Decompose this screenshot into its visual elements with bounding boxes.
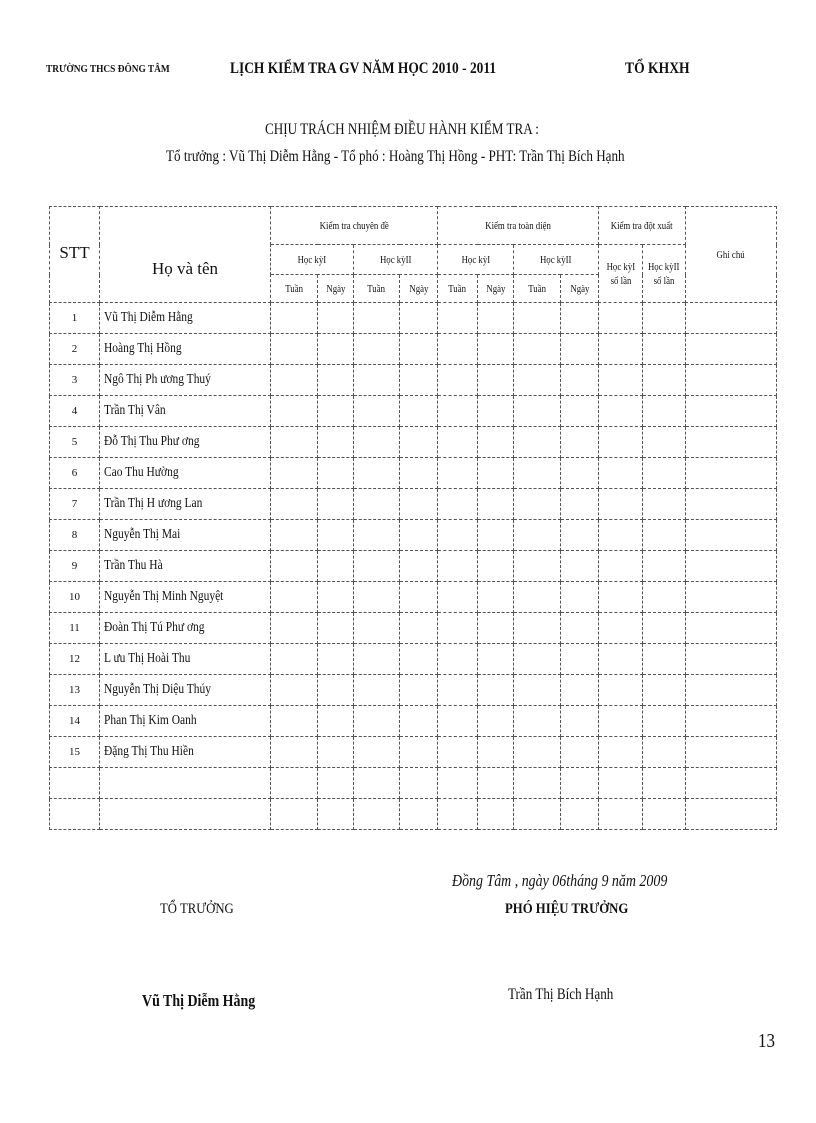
schedule-cell [438, 396, 478, 427]
teacher-name [100, 458, 271, 489]
schedule-cell [318, 613, 354, 644]
schedule-cell [271, 427, 318, 458]
schedule-cell [271, 520, 318, 551]
row-number: 15 [50, 737, 100, 768]
schedule-cell [478, 334, 514, 365]
table-row [50, 613, 777, 644]
schedule-cell [354, 489, 400, 520]
schedule-cell [599, 489, 643, 520]
teacher-name-text: Nguyễn Thị Minh Nguyệt [104, 589, 224, 604]
schedule-cell [438, 427, 478, 458]
schedule-cell [271, 489, 318, 520]
table-row [50, 427, 777, 458]
schedule-cell [686, 582, 777, 613]
schedule-cell [599, 644, 643, 675]
schedule-cell [561, 613, 599, 644]
schedule-cell [354, 799, 400, 830]
schedule-cell [514, 520, 561, 551]
row-number: 9 [50, 551, 100, 582]
schedule-cell [643, 706, 686, 737]
teacher-name [100, 706, 271, 737]
schedule-cell [354, 520, 400, 551]
group-thematic-header: Kiểm tra chuyên đề [271, 207, 438, 245]
schedule-cell [514, 706, 561, 737]
week-header: Tuần [514, 275, 561, 303]
stt-header: STT [50, 207, 100, 303]
schedule-cell [400, 551, 438, 582]
teacher-name [100, 737, 271, 768]
schedule-cell [478, 427, 514, 458]
schedule-cell [514, 551, 561, 582]
schedule-cell [438, 582, 478, 613]
comprehensive-hk2-header: Học kỳII [514, 245, 599, 275]
schedule-cell [400, 613, 438, 644]
thematic-hk2-header: Học kỳII [354, 245, 438, 275]
schedule-cell [643, 582, 686, 613]
schedule-cell [599, 365, 643, 396]
teacher-name-text: Vũ Thị Diễm Hằng [104, 310, 193, 325]
teacher-name-text: Nguyễn Thị Mai [104, 527, 181, 542]
teacher-name [100, 489, 271, 520]
table-row [50, 365, 777, 396]
row-number: 8 [50, 520, 100, 551]
teacher-name [100, 427, 271, 458]
group-comprehensive-header: Kiểm tra toàn diện [438, 207, 599, 245]
day-header: Ngày [561, 275, 599, 303]
vice-principal-name: Trần Thị Bích Hạnh [508, 986, 614, 1003]
schedule-cell [561, 396, 599, 427]
row-number: 14 [50, 706, 100, 737]
schedule-cell [686, 520, 777, 551]
table-row [50, 520, 777, 551]
schedule-cell [438, 489, 478, 520]
schedule-cell [686, 365, 777, 396]
schedule-cell [271, 706, 318, 737]
schedule-cell [514, 737, 561, 768]
schedule-cell [686, 613, 777, 644]
schedule-cell [271, 768, 318, 799]
schedule-cell [438, 613, 478, 644]
schedule-cell [478, 799, 514, 830]
schedule-cell [561, 489, 599, 520]
schedule-cell [354, 613, 400, 644]
schedule-cell [561, 551, 599, 582]
schedule-cell [271, 334, 318, 365]
schedule-cell [438, 737, 478, 768]
schedule-cell [478, 706, 514, 737]
schedule-cell [643, 489, 686, 520]
schedule-cell [318, 520, 354, 551]
schedule-cell [400, 303, 438, 334]
schedule-cell [271, 396, 318, 427]
teacher-name [100, 768, 271, 799]
document-title: LỊCH KIỂM TRA GV NĂM HỌC 2010 - 2011 [230, 60, 497, 77]
schedule-cell [643, 644, 686, 675]
schedule-cell [686, 303, 777, 334]
table-row [50, 737, 777, 768]
schedule-cell [643, 551, 686, 582]
schedule-cell [318, 675, 354, 706]
schedule-cell [438, 303, 478, 334]
table-row [50, 334, 777, 365]
schedule-cell [599, 427, 643, 458]
teacher-name [100, 551, 271, 582]
schedule-cell [438, 675, 478, 706]
schedule-cell [400, 396, 438, 427]
schedule-cell [599, 458, 643, 489]
table-row [50, 768, 777, 799]
schedule-cell [400, 427, 438, 458]
teacher-name-text: Phan Thị Kim Oanh [104, 713, 197, 728]
schedule-cell [561, 303, 599, 334]
schedule-cell [514, 489, 561, 520]
teacher-name-text: Trần Thị H ương Lan [104, 496, 203, 511]
schedule-cell [438, 644, 478, 675]
schedule-cell [354, 644, 400, 675]
schedule-cell [271, 582, 318, 613]
schedule-cell [599, 675, 643, 706]
schedule-cell [478, 489, 514, 520]
schedule-cell [599, 303, 643, 334]
teacher-name [100, 396, 271, 427]
schedule-cell [271, 303, 318, 334]
schedule-cell [478, 644, 514, 675]
table-row [50, 396, 777, 427]
schedule-cell [514, 644, 561, 675]
schedule-cell [514, 396, 561, 427]
schedule-cell [561, 737, 599, 768]
table-row [50, 458, 777, 489]
schedule-cell [686, 551, 777, 582]
schedule-cell [318, 489, 354, 520]
schedule-cell [400, 365, 438, 396]
row-number: 5 [50, 427, 100, 458]
group-surprise-header: Kiểm tra đột xuất [599, 207, 686, 245]
day-header: Ngày [400, 275, 438, 303]
row-number [50, 768, 100, 799]
schedule-cell [686, 675, 777, 706]
schedule-cell [561, 334, 599, 365]
schedule-cell [599, 706, 643, 737]
schedule-cell [599, 768, 643, 799]
schedule-cell [438, 706, 478, 737]
schedule-cell [354, 458, 400, 489]
schedule-cell [271, 458, 318, 489]
surprise-hk2-header: Học kỳII số lần [643, 245, 686, 303]
schedule-cell [318, 458, 354, 489]
name-header: Họ và tên [100, 207, 271, 303]
schedule-cell [478, 768, 514, 799]
schedule-cell [561, 582, 599, 613]
day-header: Ngày [478, 275, 514, 303]
teacher-name-text: Nguyễn Thị Diệu Thúy [104, 682, 212, 697]
schedule-cell [561, 799, 599, 830]
schedule-cell [643, 396, 686, 427]
schedule-cell [643, 737, 686, 768]
schedule-cell [478, 613, 514, 644]
schedule-cell [686, 644, 777, 675]
row-number: 2 [50, 334, 100, 365]
schedule-cell [686, 396, 777, 427]
teacher-name [100, 799, 271, 830]
schedule-cell [271, 799, 318, 830]
week-header: Tuần [271, 275, 318, 303]
responsibility-heading: CHỊU TRÁCH NHIỆM ĐIỀU HÀNH KIỂM TRA : [265, 121, 539, 138]
schedule-cell [438, 365, 478, 396]
schedule-cell [354, 551, 400, 582]
teacher-name-text: Đặng Thị Thu Hiền [104, 744, 194, 759]
schedule-cell [643, 768, 686, 799]
schedule-cell [438, 520, 478, 551]
schedule-cell [271, 737, 318, 768]
surprise-hk1-header: Học kỳI số lần [599, 245, 643, 303]
schedule-cell [318, 365, 354, 396]
schedule-cell [514, 799, 561, 830]
comprehensive-hk1-header: Học kỳI [438, 245, 514, 275]
schedule-cell [354, 303, 400, 334]
schedule-cell [686, 427, 777, 458]
schedule-cell [514, 582, 561, 613]
schedule-cell [400, 737, 438, 768]
schedule-cell [400, 582, 438, 613]
schedule-cell [400, 334, 438, 365]
schedule-cell [318, 706, 354, 737]
schedule-cell [354, 706, 400, 737]
schedule-cell [478, 303, 514, 334]
table-row [50, 799, 777, 830]
teacher-name-text: Trần Thị Vân [104, 403, 166, 418]
schedule-cell [643, 427, 686, 458]
page-number: 13 [758, 1030, 775, 1052]
schedule-cell [643, 675, 686, 706]
schedule-cell [400, 644, 438, 675]
schedule-cell [400, 458, 438, 489]
schedule-cell [514, 675, 561, 706]
teacher-name-text: L ưu Thị Hoài Thu [104, 651, 191, 666]
teacher-name-text: Ngô Thị Ph ương Thuý [104, 372, 211, 387]
schedule-cell [561, 520, 599, 551]
schedule-cell [599, 737, 643, 768]
vice-principal-title: PHÓ HIỆU TRƯỞNG [505, 901, 629, 917]
schedule-cell [354, 396, 400, 427]
week-header: Tuần [438, 275, 478, 303]
row-number: 13 [50, 675, 100, 706]
teacher-name [100, 613, 271, 644]
schedule-cell [318, 799, 354, 830]
teacher-name [100, 334, 271, 365]
schedule-cell [561, 675, 599, 706]
teacher-name [100, 675, 271, 706]
schedule-cell [686, 458, 777, 489]
schedule-cell [400, 768, 438, 799]
note-header: Ghi chú [686, 207, 777, 303]
row-number: 3 [50, 365, 100, 396]
teacher-name [100, 303, 271, 334]
schedule-cell [514, 365, 561, 396]
schedule-cell [400, 520, 438, 551]
schedule-cell [599, 334, 643, 365]
teacher-name-text: Đoàn Thị Tú Phư ơng [104, 620, 205, 635]
school-name: TRƯỜNG THCS ĐÔNG TÂM [46, 63, 170, 75]
team-leader-title: TỔ TRƯỞNG [160, 901, 234, 917]
schedule-cell [514, 303, 561, 334]
schedule-cell [438, 768, 478, 799]
schedule-cell [271, 613, 318, 644]
schedule-cell [478, 675, 514, 706]
table-row [50, 644, 777, 675]
schedule-cell [478, 520, 514, 551]
row-number: 7 [50, 489, 100, 520]
teacher-name [100, 520, 271, 551]
schedule-cell [643, 334, 686, 365]
schedule-cell [354, 334, 400, 365]
schedule-cell [318, 303, 354, 334]
schedule-cell [354, 768, 400, 799]
schedule-cell [643, 613, 686, 644]
schedule-cell [478, 396, 514, 427]
schedule-cell [643, 365, 686, 396]
schedule-cell [686, 334, 777, 365]
schedule-cell [643, 520, 686, 551]
schedule-cell [599, 613, 643, 644]
schedule-cell [478, 365, 514, 396]
schedule-cell [686, 768, 777, 799]
schedule-cell [271, 675, 318, 706]
teacher-name-text: Trần Thu Hà [104, 558, 163, 573]
teacher-name-text: Hoàng Thị Hồng [104, 341, 182, 356]
schedule-cell [599, 582, 643, 613]
schedule-cell [686, 799, 777, 830]
schedule-cell [561, 458, 599, 489]
table-row [50, 303, 777, 334]
schedule-cell [686, 489, 777, 520]
schedule-cell [514, 427, 561, 458]
schedule-cell [318, 582, 354, 613]
row-number: 6 [50, 458, 100, 489]
table-row [50, 489, 777, 520]
teacher-name-text: Đỗ Thị Thu Phư ơng [104, 434, 200, 449]
schedule-cell [354, 675, 400, 706]
schedule-cell [686, 706, 777, 737]
schedule-cell [514, 768, 561, 799]
schedule-cell [514, 458, 561, 489]
table-row [50, 675, 777, 706]
row-number: 4 [50, 396, 100, 427]
schedule-cell [318, 396, 354, 427]
teacher-rows [50, 303, 777, 830]
schedule-cell [599, 799, 643, 830]
schedule-cell [514, 613, 561, 644]
teacher-name-text: Cao Thu Hường [104, 465, 179, 480]
schedule-cell [354, 737, 400, 768]
week-header: Tuần [354, 275, 400, 303]
schedule-cell [561, 768, 599, 799]
schedule-cell [599, 551, 643, 582]
schedule-cell [318, 427, 354, 458]
schedule-cell [478, 582, 514, 613]
schedule-cell [438, 551, 478, 582]
schedule-cell [478, 737, 514, 768]
schedule-cell [400, 675, 438, 706]
thematic-hk1-header: Học kỳI [271, 245, 354, 275]
schedule-cell [478, 551, 514, 582]
schedule-cell [354, 365, 400, 396]
schedule-cell [686, 737, 777, 768]
schedule-cell [318, 551, 354, 582]
team-leaders-line: Tổ trưởng : Vũ Thị Diễm Hằng - Tổ phó : Hoàng Thị Hồng - PHT: Trần Thị Bích Hạnh [166, 148, 625, 165]
schedule-cell [318, 737, 354, 768]
schedule-cell [271, 644, 318, 675]
table-row [50, 706, 777, 737]
schedule-cell [271, 551, 318, 582]
schedule-cell [438, 334, 478, 365]
schedule-cell [400, 489, 438, 520]
row-number [50, 799, 100, 830]
schedule-cell [354, 427, 400, 458]
inspection-schedule-table [49, 206, 777, 830]
schedule-cell [478, 458, 514, 489]
schedule-cell [318, 768, 354, 799]
schedule-cell [643, 799, 686, 830]
row-number: 12 [50, 644, 100, 675]
schedule-cell [561, 644, 599, 675]
teacher-name [100, 365, 271, 396]
schedule-cell [318, 644, 354, 675]
schedule-cell [561, 706, 599, 737]
schedule-cell [599, 396, 643, 427]
table-row [50, 551, 777, 582]
day-header: Ngày [318, 275, 354, 303]
teacher-name [100, 644, 271, 675]
teacher-name [100, 582, 271, 613]
schedule-cell [561, 365, 599, 396]
schedule-cell [643, 458, 686, 489]
schedule-cell [271, 365, 318, 396]
row-number: 11 [50, 613, 100, 644]
date-line: Đồng Tâm , ngày 06tháng 9 năm 2009 [452, 871, 668, 890]
schedule-cell [318, 334, 354, 365]
schedule-cell [354, 582, 400, 613]
department-name: TỔ KHXH [625, 60, 690, 77]
table-row [50, 582, 777, 613]
schedule-cell [643, 303, 686, 334]
schedule-cell [400, 799, 438, 830]
team-leader-name: Vũ Thị Diễm Hằng [142, 991, 256, 1010]
schedule-cell [514, 334, 561, 365]
schedule-cell [599, 520, 643, 551]
schedule-cell [561, 427, 599, 458]
schedule-cell [438, 799, 478, 830]
row-number: 1 [50, 303, 100, 334]
schedule-cell [400, 706, 438, 737]
schedule-cell [438, 458, 478, 489]
row-number: 10 [50, 582, 100, 613]
